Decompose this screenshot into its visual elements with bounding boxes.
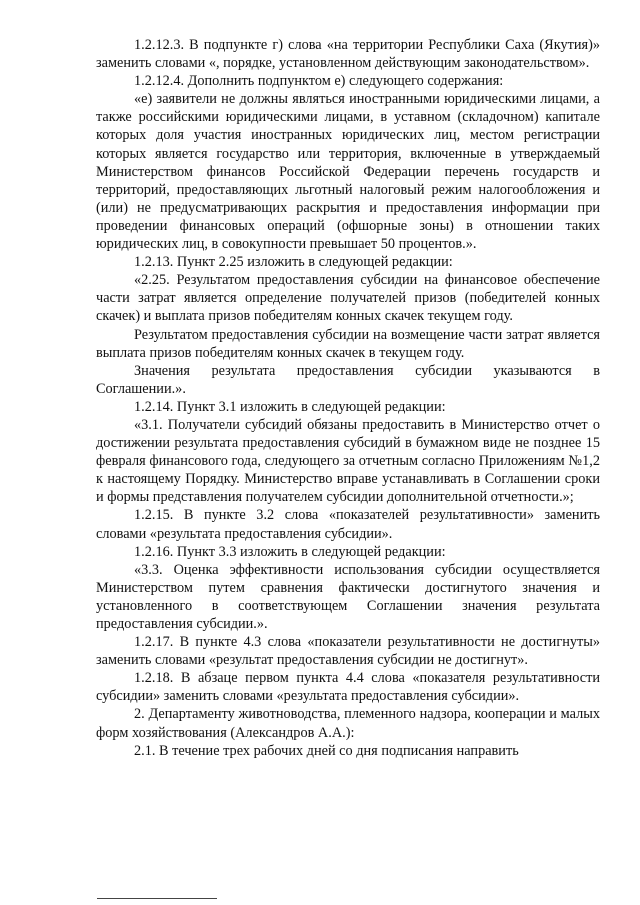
document-body [96,36,600,760]
paragraph-1-2-12-3: 1.2.12.3. В подпункте г) слова «на территории Республики Саха (Якутия)» заменить словами «, порядке, установленном действующим законодательством». [96,37,600,72]
paragraph-1-2-14: 1.2.14. Пункт 3.1 изложить в следующей редакции: [134,398,446,415]
paragraph-subitem-e: «е) заявители не должны являться иностранными юридическими лицами, а также российскими юридическими лицами, в уставном (складочном) капитале которых доля участия иностранных юридических лиц, местом регистрации которых является государство или территория, включенные в утверждаемый Министерством финансов Российской Федерации перечень государств и территорий, предоставляющих льготный налоговый режим налогообложения и (или) не предусматривающих раскрытия и предоставления информации при проведении финансовых операций (офшорные зоны) в отношении таких юридических лиц, в совокупности превышает 50 процентов.». [96,91,600,253]
paragraph-3-1: «3.1. Получатели субсидий обязаны предоставить в Министерство отчет о достижении результата предоставления субсидий в бумажном виде не позднее 15 февраля финансового года, следующего за отчетным согласно Приложениям №1,2 к настоящему Порядку. Министерство вправе устанавливать в Соглашении сроки и формы представления получателем субсидии дополнительной отчетности.»; [96,416,600,506]
paragraph-1-2-13: 1.2.13. Пункт 2.25 изложить в следующей редакции: [134,254,453,271]
paragraph-result-values: Значения результата предоставления субсидии указываются в Соглашении.». [96,362,600,397]
paragraph-3-3: «3.3. Оценка эффективности использования субсидии осуществляется Министерством путем сравнения фактически достигнутого значения и установленного в соответствующем Соглашении значения результата предоставления субсидии.». [96,561,600,632]
paragraph-compensation-result: Результатом предоставления субсидии на возмещение части затрат является выплата призов победителям конных скачек в текущем году. [96,326,600,361]
paragraph-2-25: «2.25. Результатом предоставления субсидии на финансовое обеспечение части затрат является определение получателей призов (победителей конных скачек) и выплата призов победителям конных скачек текущем году. [96,272,600,325]
paragraph-1-2-12-4: 1.2.12.4. Дополнить подпунктом е) следующего содержания: [134,73,504,90]
paragraph-1-2-15: 1.2.15. В пункте 3.2 слова «показателей результативности» заменить словами «результата предоставления субсидии». [96,507,600,542]
footnote-divider [97,898,217,899]
paragraph-2-1: 2.1. В течение трех рабочих дней со дня подписания направить [134,742,519,759]
paragraph-1-2-18: 1.2.18. В абзаце первом пункта 4.4 слова «показателя результативности субсидии» заменить словами «результата предоставления субсидии». [96,670,600,705]
paragraph-2: 2. Департаменту животноводства, племенного надзора, кооперации и малых форм хозяйствования (Александров А.А.): [96,706,600,741]
paragraph-1-2-17: 1.2.17. В пункте 4.3 слова «показатели результативности не достигнуты» заменить словами «результат предоставления субсидии не достигнут». [96,634,600,669]
paragraph-1-2-16: 1.2.16. Пункт 3.3 изложить в следующей редакции: [134,543,446,560]
